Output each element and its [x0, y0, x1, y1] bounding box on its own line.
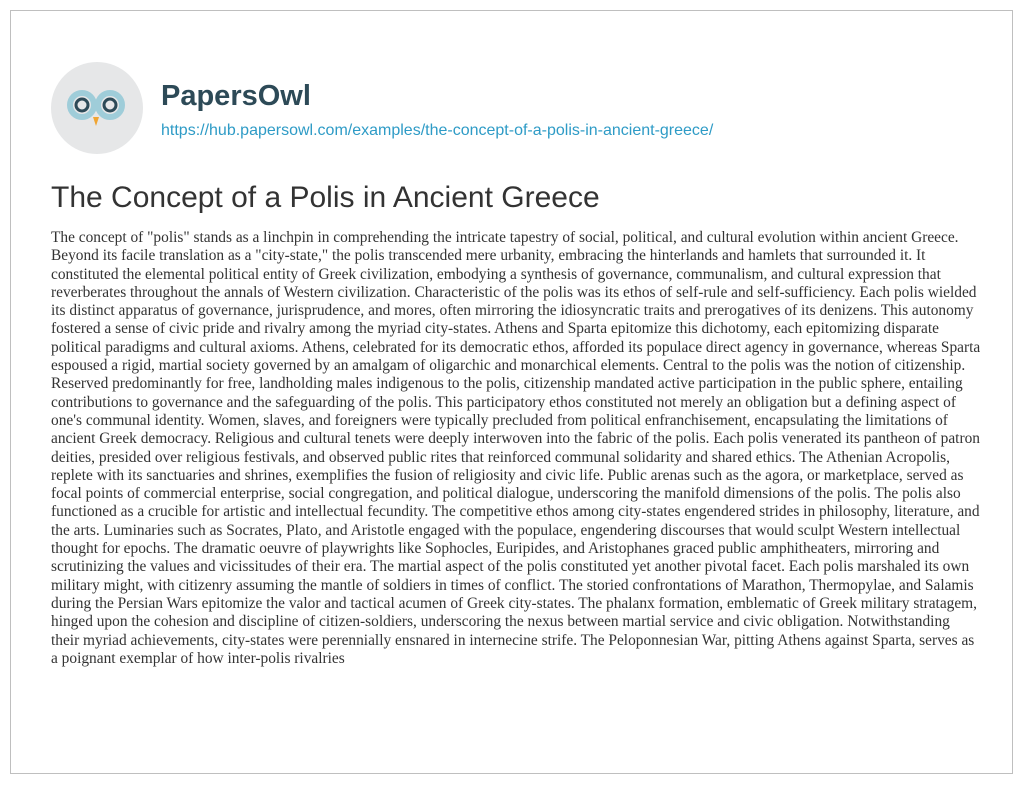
owl-icon [51, 62, 143, 154]
brand [161, 75, 713, 141]
document-page [10, 10, 1013, 774]
header [51, 63, 713, 153]
document-body: The concept of "polis" stands as a linchpin in comprehending the intricate tapestry of social, political, and cultural evolution within ancient Greece. Beyond its facile translation as a "city-state," the polis transcended mere urbanity, embracing the hinterlands and hamlets that surrounded it. It constituted the elemental political entity of Greek civilization, embodying a synthesis of governance, communalism, and cultural expression that reverberates throughout the annals of Western civilization. Characteristic of the polis was its ethos of self-rule and self-sufficiency. Each polis wielded its distinct apparatus of governance, jurisprudence, and mores, often mirroring the idiosyncratic traits and prerogatives of its denizens. This autonomy fostered a sense of civic pride and rivalry among the myriad city-states. Athens and Sparta epitomize this dichotomy, each epitomizing disparate political paradigms and cultural axioms. Athens, celebrated for its democratic ethos, afforded its populace direct agency in governance, whereas Sparta espoused a rigid, martial society governed by an amalgam of oligarchic and monarchical elements. Central to the polis was the notion of citizenship. Reserved predominantly for free, landholding males indigenous to the polis, citizenship mandated active participation in the public sphere, entailing contributions to governance and the safeguarding of the polis. This participatory ethos constituted not merely an obligation but a defining aspect of one's communal identity. Women, slaves, and foreigners were typically precluded from political enfranchisement, encapsulating the limitations of ancient Greek democracy. Religious and cultural tenets were deeply interwoven into the fabric of the polis. Each polis venerated its pantheon of patron deities, presided over religious festivals, and observed public rites that reinforced communal solidarity and shared ethics. The Athenian Acropolis, replete with its sanctuaries and shrines, exemplifies the fusion of religiosity and civic life. Public arenas such as the agora, or marketplace, served as focal points of commercial enterprise, social congregation, and political dialogue, underscoring the manifold dimensions of the polis. The polis also functioned as a crucible for artistic and intellectual fecundity. The competitive ethos among city-states engendered strides in philosophy, literature, and the arts. Luminaries such as Socrates, Plato, and Aristotle engaged with the populace, engendering discourses that would sculpt Western intellectual thought for epochs. The dramatic oeuvre of playwrights like Sophocles, Euripides, and Aristophanes graced public amphitheaters, mirroring and scrutinizing the values and vicissitudes of their era. The martial aspect of the polis constituted yet another pivotal facet. Each polis marshaled its own military might, with citizenry assuming the mantle of soldiers in times of conflict. The storied confrontations of Marathon, Thermopylae, and Salamis during the Persian Wars epitomize the valor and tactical acumen of Greek city-states. The phalanx formation, emblematic of Greek military stratagem, hinged upon the cohesion and discipline of citizen-soldiers, underscoring the nexus between martial service and civic obligation. Notwithstanding their myriad achievements, city-states were perennially ensnared in internecine strife. The Peloponnesian War, pitting Athens against Sparta, serves as a poignant exemplar of how inter-polis rivalries [51, 229, 981, 667]
document-title: The Concept of a Polis in Ancient Greece [51, 181, 600, 214]
source-url-link[interactable]: https://hub.papersowl.com/examples/the-concept-of-a-polis-in-ancient-greece/ [161, 122, 714, 139]
brand-name: PapersOwl [161, 80, 311, 112]
